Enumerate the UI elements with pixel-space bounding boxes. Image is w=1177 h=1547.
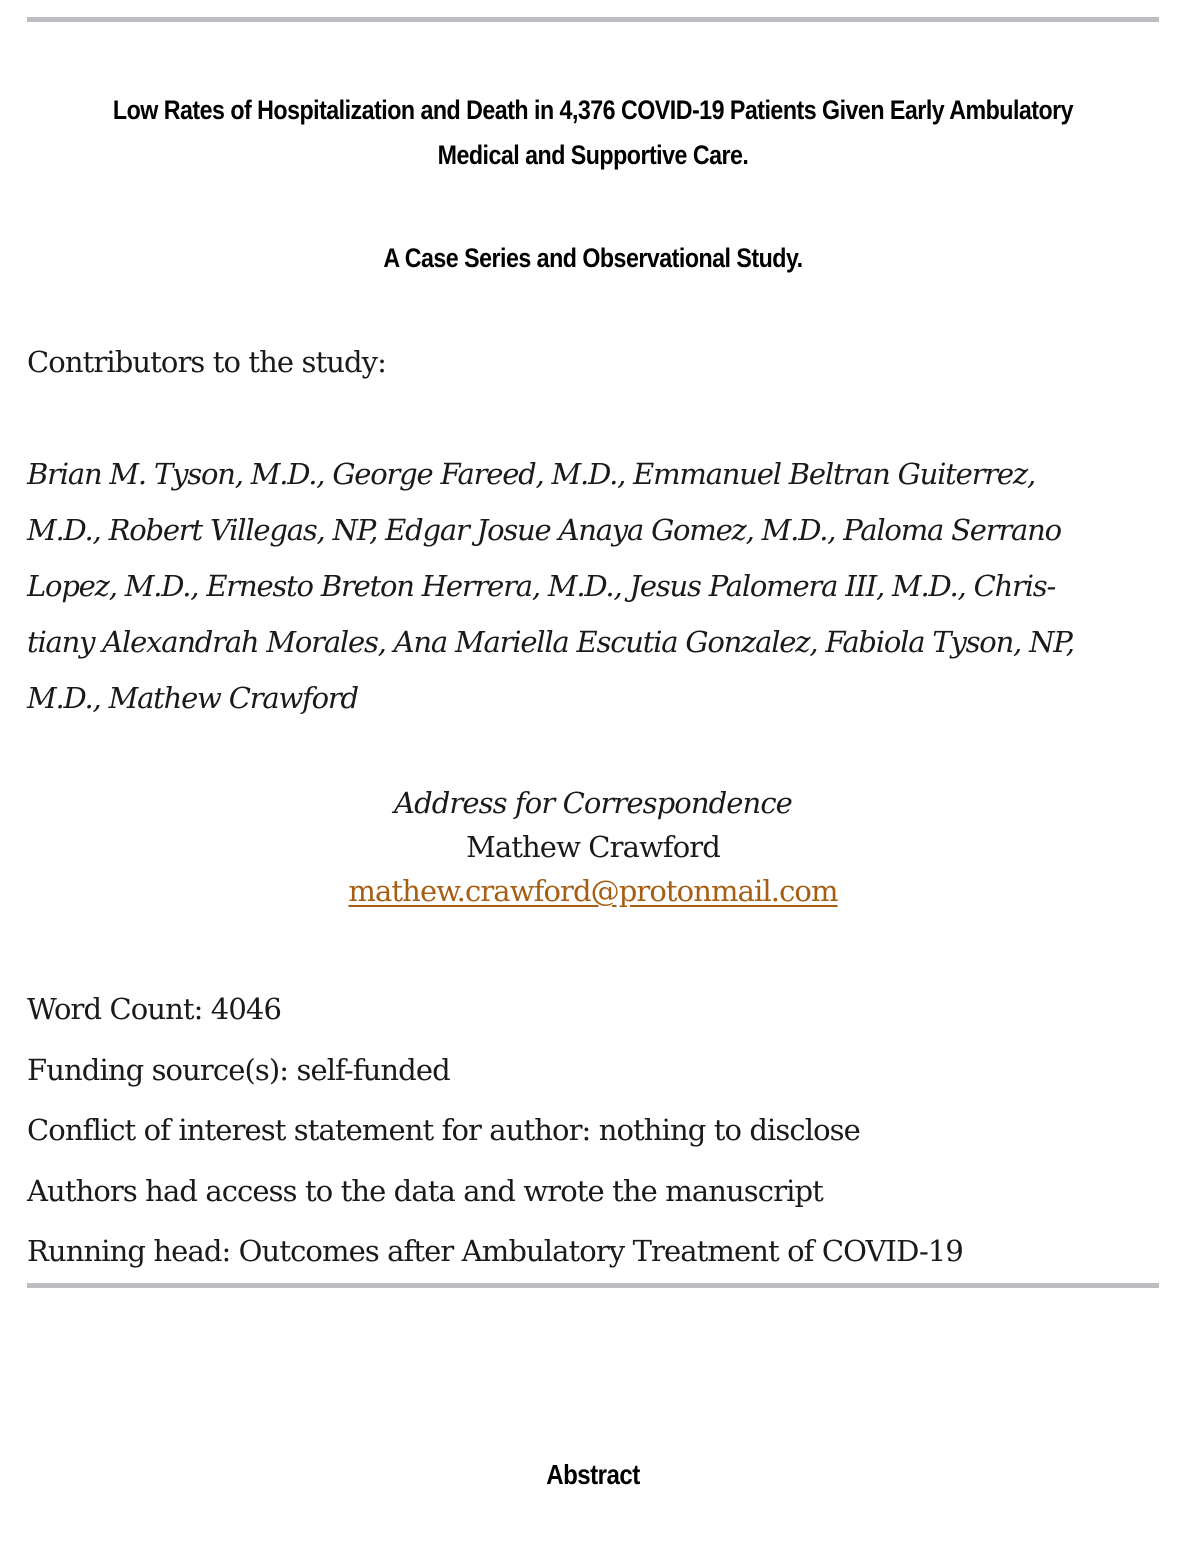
author-line-1: Brian M. Tyson, M.D., George Fareed, M.D., Emmanuel Beltran Guiterrez, (27, 457, 1035, 491)
bottom-divider (27, 1283, 1159, 1288)
abstract-heading: Abstract (546, 1459, 640, 1490)
correspondence-email-link[interactable]: mathew.crawford@protonmail.com (348, 874, 838, 908)
conflict-of-interest: Conflict of interest statement for author: nothing to disclose (27, 1113, 860, 1147)
correspondence-label: Address for Correspondence (394, 786, 792, 820)
author-list (27, 446, 1159, 726)
paper-title (106, 88, 1080, 178)
manuscript-metadata (27, 987, 1159, 1290)
funding-source: Funding source(s): self-funded (27, 1052, 450, 1087)
word-count: Word Count: 4046 (27, 992, 281, 1026)
running-head: Running head: Outcomes after Ambulatory Treatment of COVID-19 (27, 1234, 963, 1268)
author-line-4: tiany Alexandrah Morales, Ana Mariella Escutia Gonzalez, Fabiola Tyson, NP, (27, 625, 1074, 659)
document-page (27, 0, 1159, 1547)
author-line-2: M.D., Robert Villegas, NP, Edgar Josue Anaya Gomez, M.D., Paloma Serrano (27, 513, 1061, 547)
top-divider (27, 17, 1159, 22)
contributors-label: Contributors to the study: (27, 345, 387, 379)
author-line-5: M.D., Mathew Crawford (27, 681, 358, 715)
data-access-statement: Authors had access to the data and wrote the manuscript (27, 1173, 823, 1208)
author-line-3: Lopez, M.D., Ernesto Breton Herrera, M.D., Jesus Palomera III, M.D., Chris- (27, 569, 1056, 603)
correspondence-name: Mathew Crawford (466, 830, 720, 864)
paper-subtitle: A Case Series and Observational Study. (383, 243, 803, 273)
paper-title-line-1: Low Rates of Hospitalization and Death in 4,376 COVID-19 Patients Given Early Ambulatory (112, 95, 1074, 125)
paper-title-line-2: Medical and Supportive Care. (437, 140, 749, 170)
correspondence-block (27, 781, 1159, 913)
